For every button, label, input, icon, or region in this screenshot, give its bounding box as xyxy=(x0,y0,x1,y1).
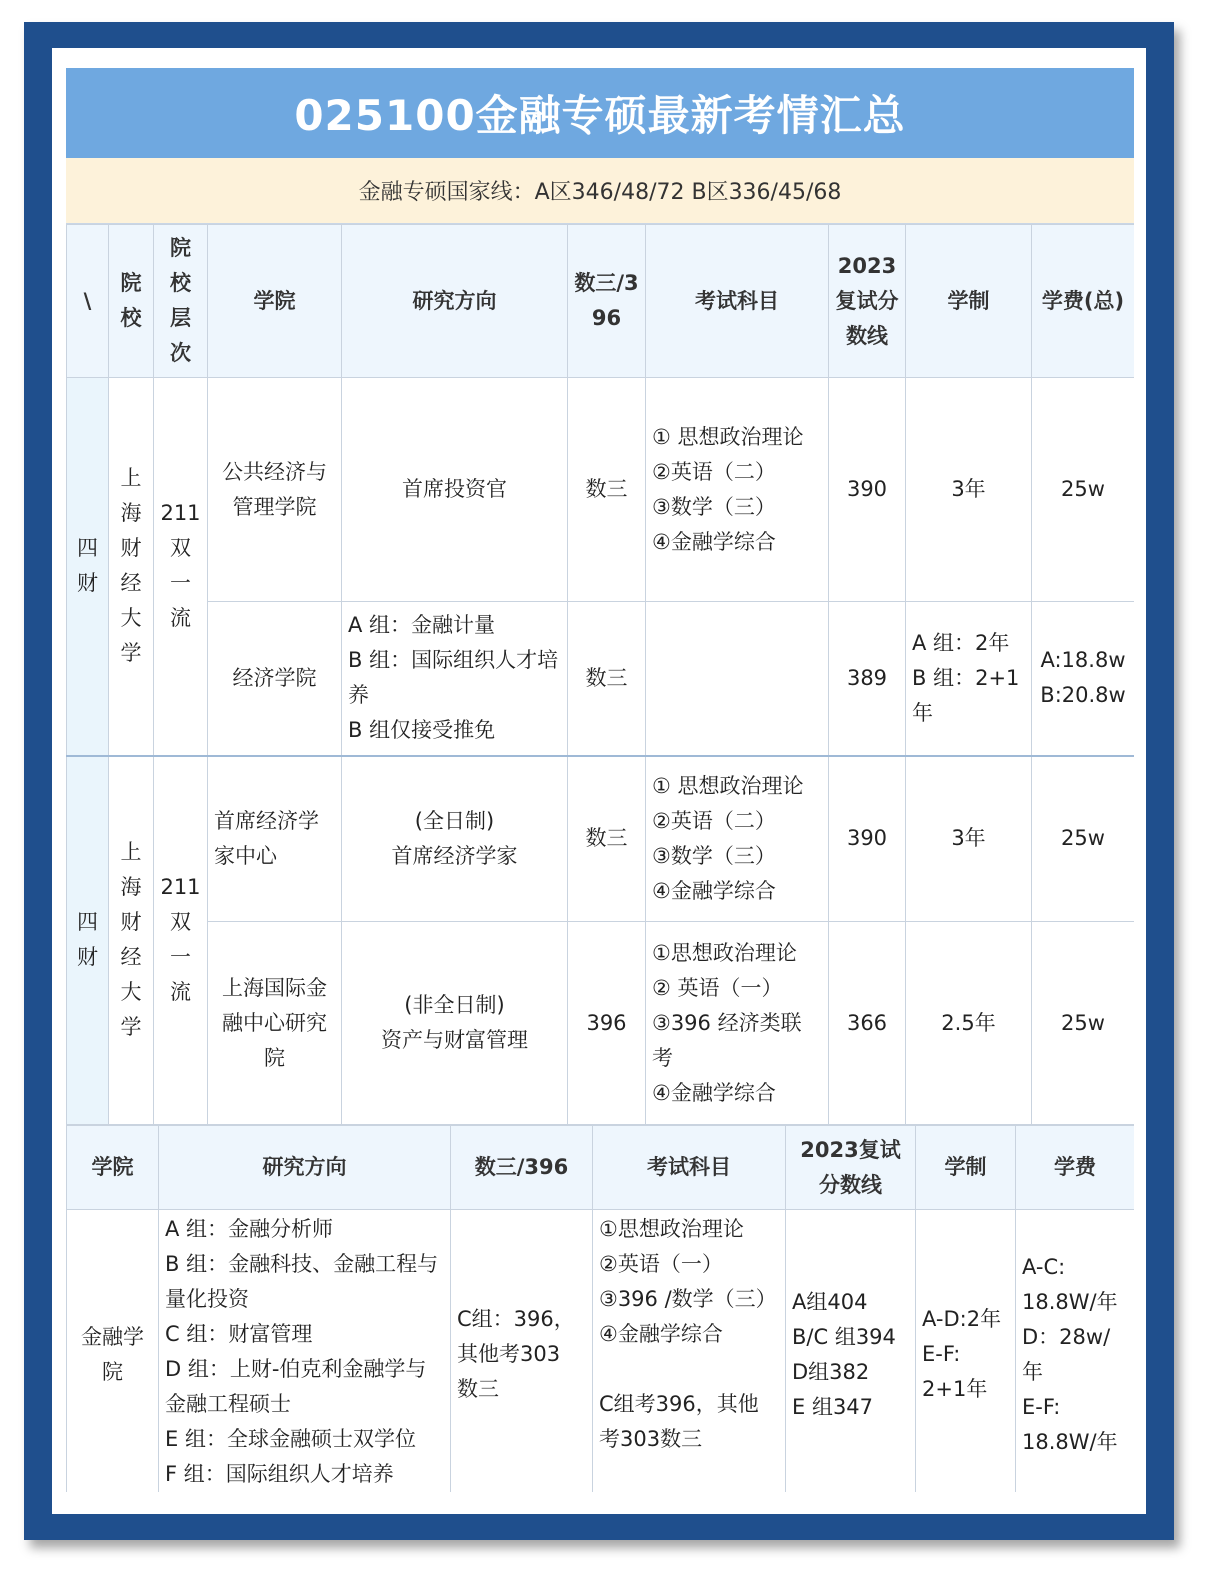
header-direction: 研究方向 xyxy=(342,225,568,378)
college-cell: 金融学院 xyxy=(67,1210,159,1493)
fee-cell: A:18.8w B:20.8w xyxy=(1032,602,1135,756)
subjects-cell: ① 思想政治理论 ②英语（二） ③数学（三） ④金融学综合 xyxy=(646,756,829,922)
group-label: 四财 xyxy=(77,910,98,970)
table-row xyxy=(67,1210,1135,1493)
header-score: 2023复试分数线 xyxy=(786,1126,916,1210)
math-cell: 数三 xyxy=(568,756,646,922)
header-duration: 学制 xyxy=(916,1126,1016,1210)
math-cell: 396 xyxy=(568,922,646,1125)
math-cell: 数三 xyxy=(568,602,646,756)
school-table xyxy=(66,224,1134,1125)
school-level-text: 双一流 xyxy=(170,536,191,631)
header-corner: \ xyxy=(67,225,109,378)
header-score: 2023复试分数线 xyxy=(829,225,906,378)
duration-cell: 3年 xyxy=(906,378,1032,602)
header-school: 院校 xyxy=(120,271,142,330)
school-name: 上海财经大学 xyxy=(120,466,142,666)
math-cell: 数三 xyxy=(568,378,646,602)
header-fee: 学费(总) xyxy=(1032,225,1135,378)
score-cell: 390 xyxy=(829,756,906,922)
direction-cell: (非全日制) 资产与财富管理 xyxy=(342,922,568,1125)
header-subjects: 考试科目 xyxy=(593,1126,786,1210)
score-cell: 366 xyxy=(829,922,906,1125)
header-duration: 学制 xyxy=(906,225,1032,378)
college-cell: 公共经济与管理学院 xyxy=(208,378,342,602)
score-cell: 389 xyxy=(829,602,906,756)
score-cell: 390 xyxy=(829,378,906,602)
header-college: 学院 xyxy=(67,1126,159,1210)
header-direction: 研究方向 xyxy=(159,1126,451,1210)
subjects-cell: ①思想政治理论 ② 英语（一） ③396 经济类联考 ④金融学综合 xyxy=(646,922,829,1125)
fee-cell: 25w xyxy=(1032,378,1135,602)
subjects-cell: ①思想政治理论 ②英语（一） ③396 /数学（三） ④金融学综合 C组考396，其他考303数三 xyxy=(593,1210,786,1493)
subjects-cell: ① 思想政治理论 ②英语（二） ③数学（三） ④金融学综合 xyxy=(646,378,829,602)
table-row xyxy=(67,922,1135,1125)
school-level-num: 211 xyxy=(160,875,201,900)
duration-cell: A-D:2年 E-F: 2+1年 xyxy=(916,1210,1016,1493)
school-name: 上海财经大学 xyxy=(120,840,142,1040)
table-header-row xyxy=(67,225,1135,378)
college-cell: 经济学院 xyxy=(208,602,342,756)
header-math: 数三/396 xyxy=(451,1126,593,1210)
table-header-row xyxy=(67,1126,1135,1210)
fee-cell: A-C: 18.8W/年 D：28w/年 E-F: 18.8W/年 xyxy=(1016,1210,1135,1493)
summary-card xyxy=(66,68,1134,1492)
direction-cell: A 组：金融计量 B 组：国际组织人才培养 B 组仅接受推免 xyxy=(342,602,568,756)
page-title: 025100金融专硕最新考情汇总 xyxy=(66,68,1134,158)
direction-cell: 首席投资官 xyxy=(342,378,568,602)
group-label: 四财 xyxy=(77,536,98,596)
table-row xyxy=(67,756,1135,922)
direction-cell: A 组：金融分析师 B 组：金融科技、金融工程与量化投资 C 组：财富管理 D 组：上财-伯克利金融学与金融工程硕士 E 组：全球金融硕士双学位 F 组：国际组织人才培养 xyxy=(159,1210,451,1493)
math-cell: C组：396， 其他考303 数三 xyxy=(451,1210,593,1493)
national-line: 金融专硕国家线：A区346/48/72 B区336/45/68 xyxy=(66,158,1134,224)
header-subjects: 考试科目 xyxy=(646,225,829,378)
fee-cell: 25w xyxy=(1032,922,1135,1125)
school-level-num: 211 xyxy=(160,501,201,526)
duration-cell: A 组：2年 B 组：2+1年 xyxy=(906,602,1032,756)
duration-cell: 2.5年 xyxy=(906,922,1032,1125)
school-level-text: 双一流 xyxy=(170,910,191,1005)
header-fee: 学费 xyxy=(1016,1126,1135,1210)
header-math: 数三/396 xyxy=(568,225,646,378)
college-cell: 首席经济学家中心 xyxy=(208,756,342,922)
duration-cell: 3年 xyxy=(906,756,1032,922)
header-level: 院校层次 xyxy=(170,236,191,365)
table-row xyxy=(67,602,1135,756)
fee-cell: 25w xyxy=(1032,756,1135,922)
subjects-cell xyxy=(646,602,829,756)
direction-cell: (全日制) 首席经济学家 xyxy=(342,756,568,922)
college-cell: 上海国际金融中心研究院 xyxy=(208,922,342,1125)
table-row xyxy=(67,378,1135,602)
header-college: 学院 xyxy=(208,225,342,378)
score-cell: A组404 B/C 组394 D组382 E 组347 xyxy=(786,1210,916,1493)
college-table xyxy=(66,1125,1134,1492)
